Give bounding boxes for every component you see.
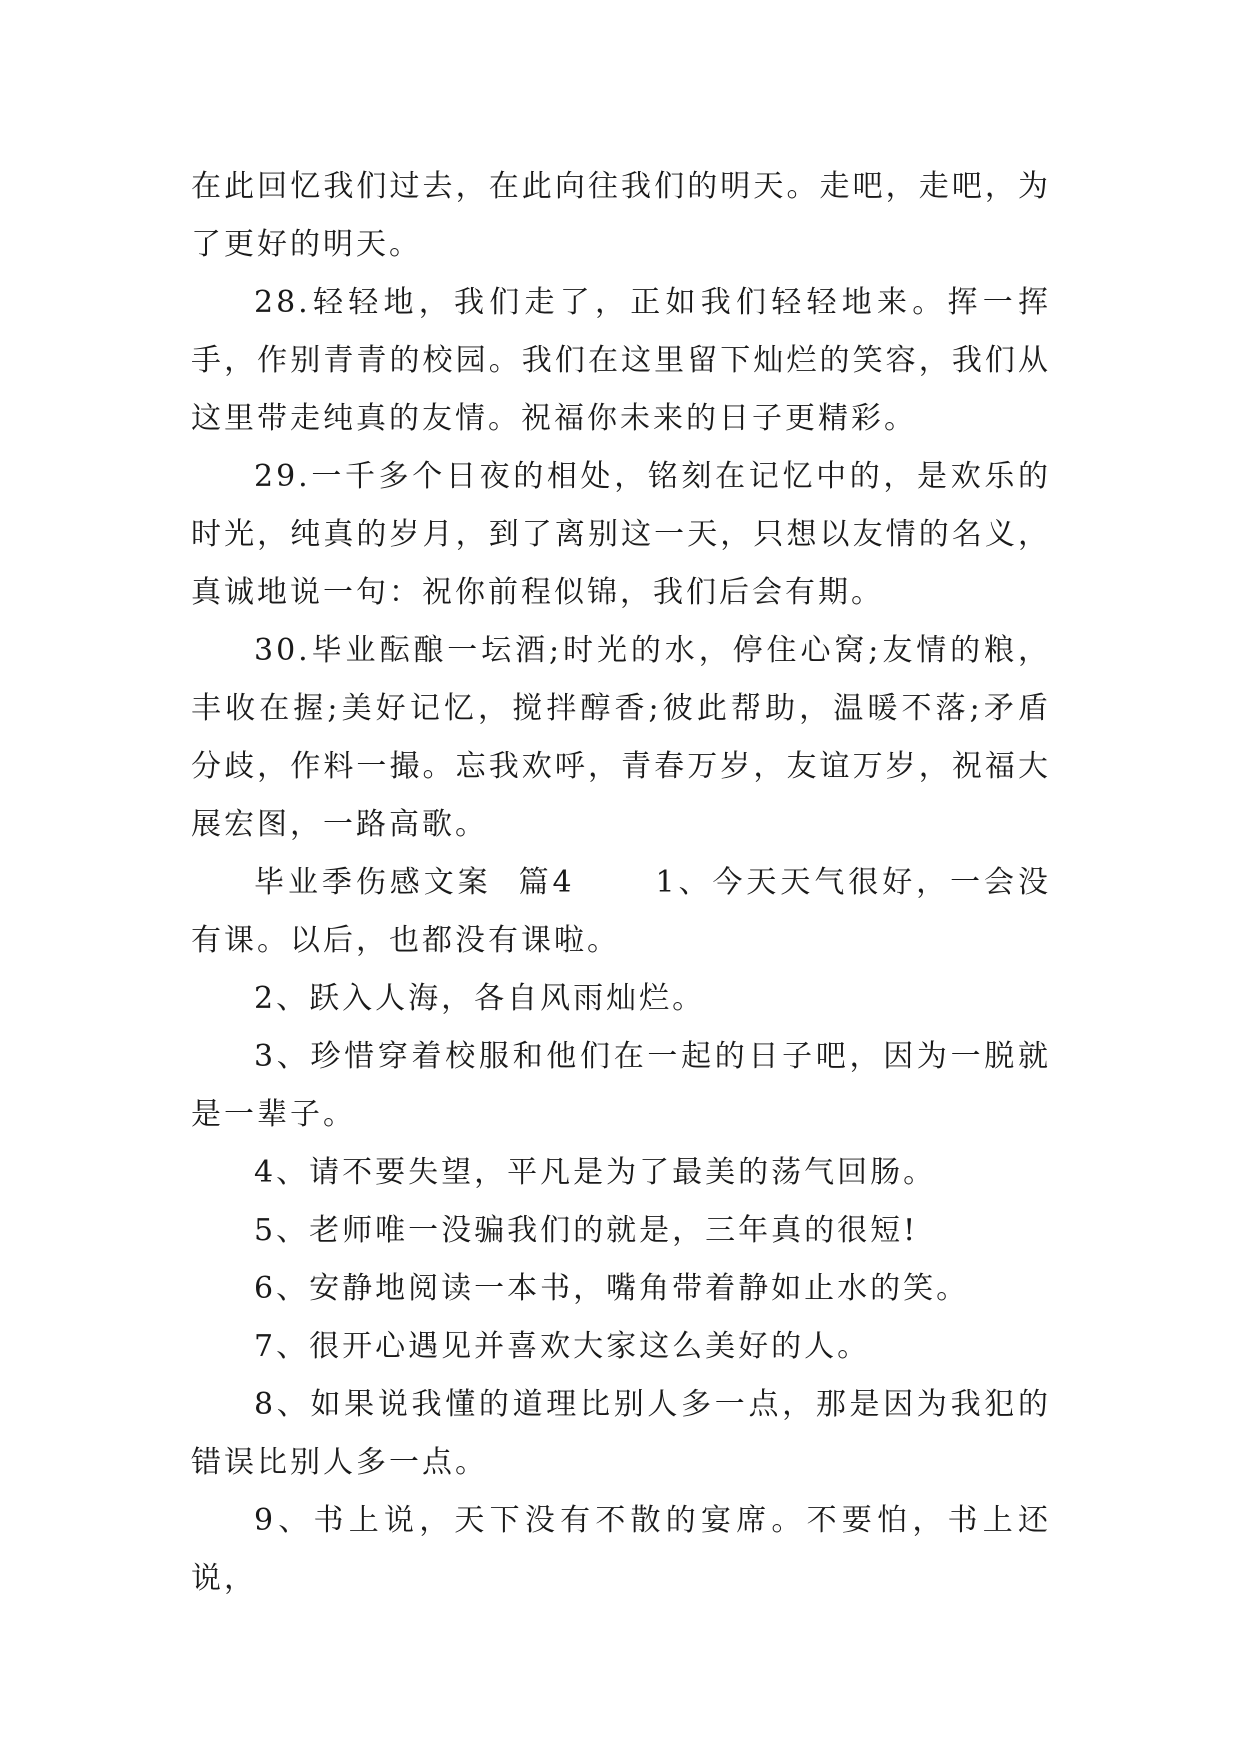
section-heading-paragraph: 毕业季伤感文案 篇4 1、今天天气很好，一会没有课。以后，也都没有课啦。	[191, 865, 1051, 958]
paragraph-item-5: 5、老师唯一没骗我们的就是，三年真的很短!	[254, 1213, 919, 1248]
paragraph-continuation: 在此回忆我们过去，在此向往我们的明天。走吧，走吧，为了更好的明天。	[191, 169, 1051, 262]
paragraph-item-7: 7、很开心遇见并喜欢大家这么美好的人。	[254, 1329, 871, 1364]
paragraph-item-2: 2、跃入人海，各自风雨灿烂。	[254, 981, 706, 1016]
paragraph-item-6: 6、安静地阅读一本书，嘴角带着静如止水的笑。	[254, 1271, 970, 1306]
paragraph-item-30: 30.毕业酝酿一坛酒;时光的水，停住心窝;友情的粮，丰收在握;美好记忆，搅拌醇香;彼此帮助，温暖不落;矛盾分歧，作料一撮。忘我欢呼，青春万岁，友谊万岁，祝福大展宏图，一路高歌。	[191, 633, 1051, 842]
paragraph-item-3: 3、珍惜穿着校服和他们在一起的日子吧，因为一脱就是一辈子。	[191, 1039, 1051, 1132]
paragraph-item-9: 9、书上说，天下没有不散的宴席。不要怕，书上还说，	[191, 1503, 1051, 1596]
paragraph-item-28: 28.轻轻地，我们走了，正如我们轻轻地来。挥一挥手，作别青青的校园。我们在这里留下灿烂的笑容，我们从这里带走纯真的友情。祝福你未来的日子更精彩。	[191, 285, 1051, 436]
paragraph-item-4: 4、请不要失望，平凡是为了最美的荡气回肠。	[254, 1155, 937, 1190]
paragraph-item-29: 29.一千多个日夜的相处，铭刻在记忆中的，是欢乐的时光，纯真的岁月，到了离别这一天，只想以友情的名义，真诚地说一句：祝你前程似锦，我们后会有期。	[191, 459, 1051, 610]
paragraph-item-8: 8、如果说我懂的道理比别人多一点，那是因为我犯的错误比别人多一点。	[191, 1387, 1051, 1480]
document-body	[191, 158, 1051, 1608]
